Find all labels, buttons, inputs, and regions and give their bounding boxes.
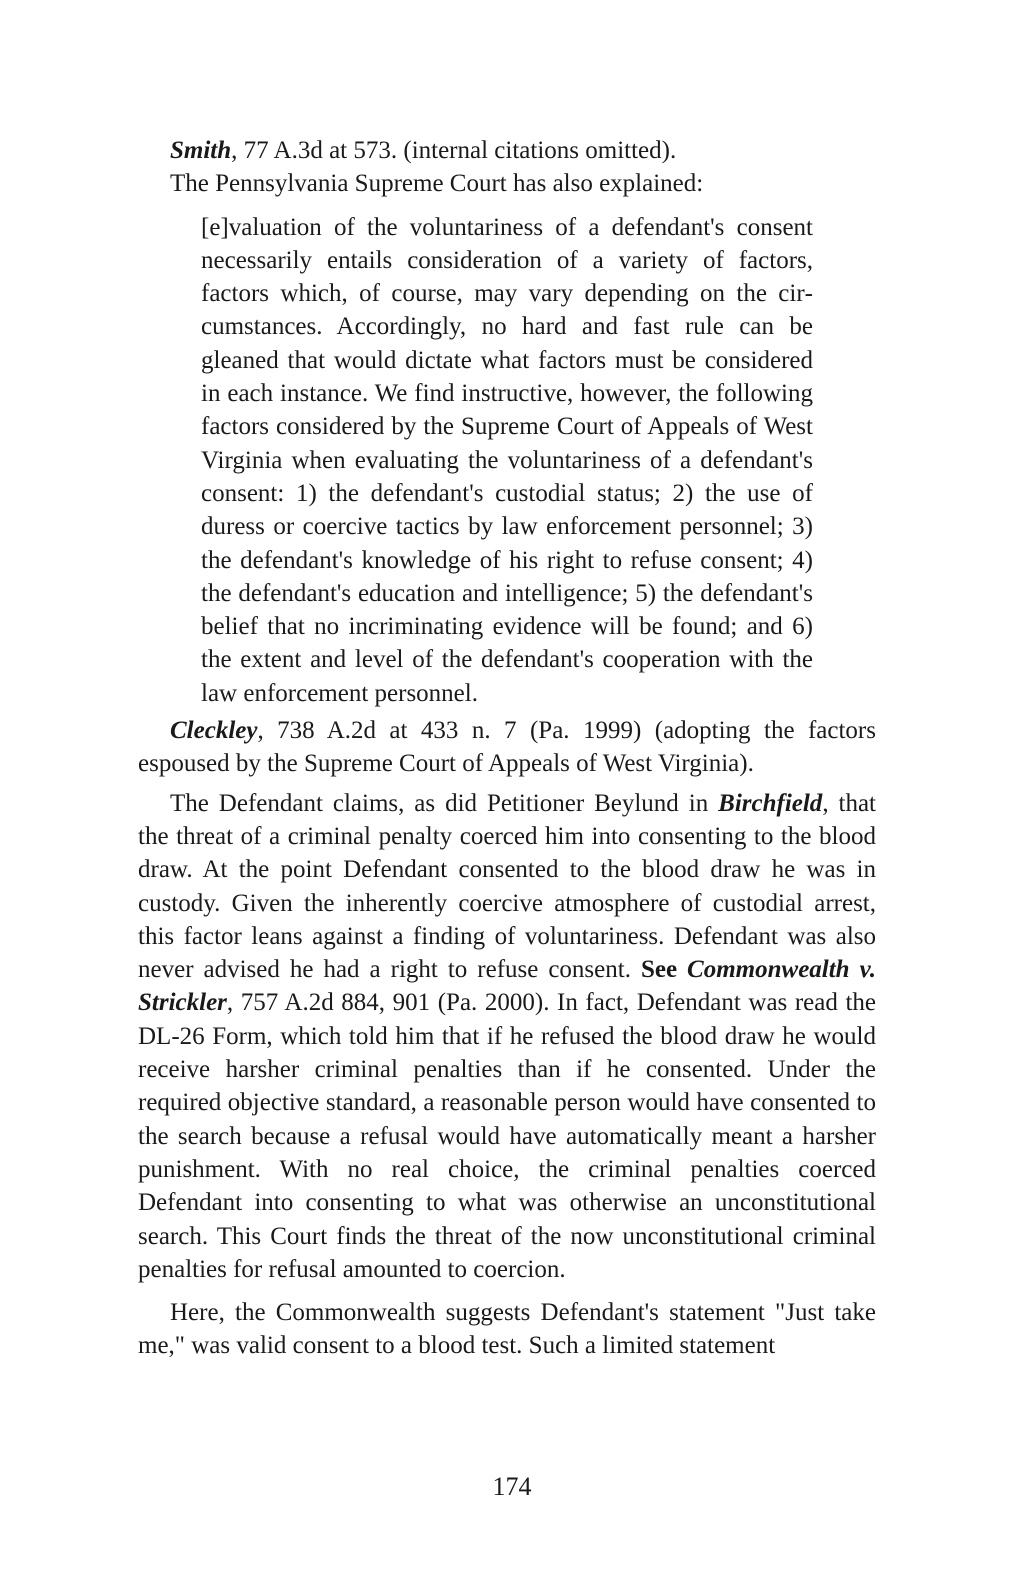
case-name-birchfield: Birchfield [718, 789, 823, 817]
page-number: 174 [492, 1472, 532, 1501]
paragraph-text: The Defendant claims, as did Petitioner Beylund in [170, 789, 719, 817]
citation-paragraph-smith [138, 134, 876, 167]
document-page [138, 134, 876, 1363]
paragraph-text: , that the threat of a criminal penalty coerced him into consenting to the blood draw. At the point Defendant consented to the blood draw he was in custody. Given the inherently coercive atmosphere of custodial arrest, this factor leans against a finding of voluntariness. Defendant was also never advised he had a right to refuse consent. [138, 789, 876, 984]
citation-text: , 77 A.3d at 573. (internal citations omitted). [231, 137, 677, 164]
citation-paragraph-cleckley [138, 714, 876, 781]
intro-paragraph: The Pennsylvania Supreme Court has also explained: [170, 170, 704, 198]
block-quote-text: [e]valuation of the voluntariness of a defendant's consent necessarily entails consideration of a variety of factors, factors which, of course, may vary depending on the circumstances. Accordingly, no hard and fast rule can be gleaned that would dictate what factors must be considered in each instance. We find instructive, however, the following factors considered by the Supreme Court of Appeals of West Virginia when evaluating the voluntariness of a defendant's consent: 1) the defendant's custodial status; 2) the use of duress or coercive tactics by law enforcement personnel; 3) the defendant's knowledge of his right to refuse consent; 4) the defendant's education and intelligence; 5) the defendant's belief that no incriminating evidence will be found; and 6) the extent and level of the defendant's cooperation with the law enforcement personnel. [201, 213, 813, 707]
citation-signal-see: See [640, 956, 678, 984]
block-quote [201, 211, 813, 710]
citation-text: , 738 A.2d at 433 n. 7 (Pa. 1999) (adopting the factors espoused by the Supreme Court of Appeals of West Virginia). [138, 717, 876, 778]
body-paragraph-defendant-claims [138, 787, 876, 1286]
case-name-strickler: Commonwealth v. Strickler [138, 956, 876, 1017]
paragraph-text: , 757 A.2d 884, 901 (Pa. 2000). In fact, Defendant was read the DL-26 Form, which told him that if he refused the blood draw he would receive harsher criminal penalties than if he consented. Under the required objective standard, a reasonable person would have consented to the search because a refusal would have automatically meant a harsher punishment. With no real choice, the criminal penalties coerced Defendant into consenting to what was otherwise an unconstitutional search. This Court finds the threat of the now unconstitutional criminal penalties for refusal amounted to coercion. [138, 989, 876, 1283]
case-name-cleckley: Cleckley [170, 717, 258, 745]
case-name-smith: Smith [170, 137, 232, 164]
body-paragraph-commonwealth: Here, the Commonwealth suggests Defendant's statement "Just take me," was valid consent to a blood test. Such a limited statement [138, 1299, 876, 1360]
